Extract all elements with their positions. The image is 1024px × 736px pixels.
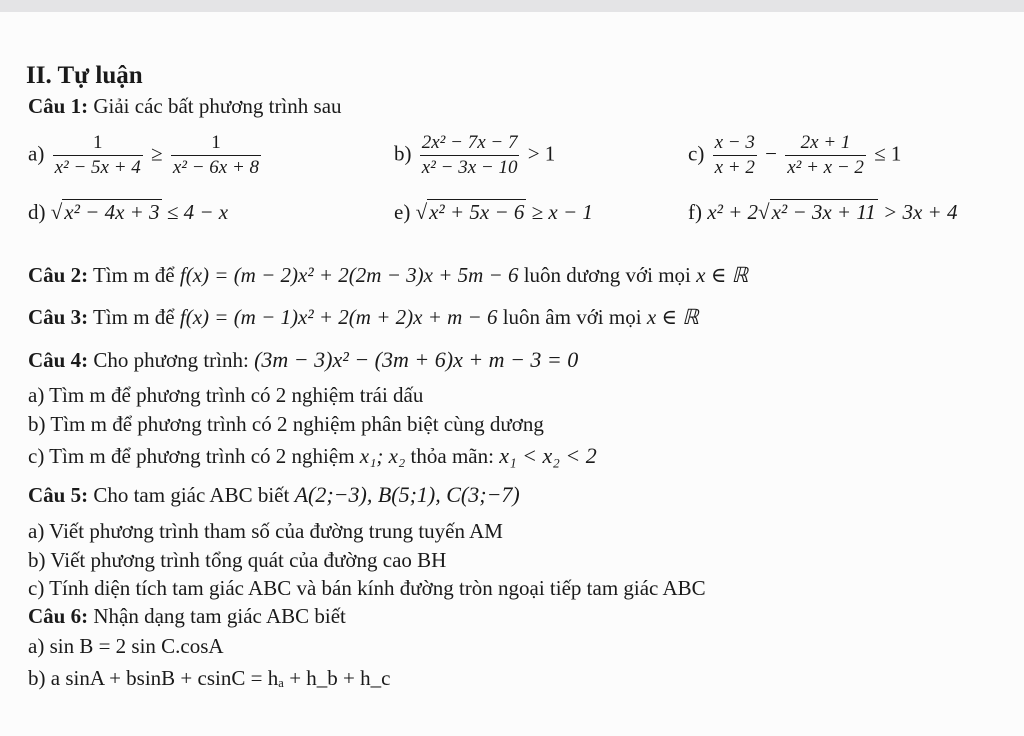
q4	[28, 348, 578, 372]
q4c-mid: thỏa mãn:	[410, 444, 494, 468]
q1d	[28, 200, 228, 224]
q1f-lhs: x² + 2	[707, 200, 759, 224]
q6-text: Nhận dạng tam giác ABC biết	[93, 604, 346, 628]
q1d-rhs: ≤ 4 − x	[166, 200, 229, 224]
q1f	[688, 200, 957, 224]
q1-label: Câu 1:	[28, 94, 89, 118]
q5a: a) Viết phương trình tham số của đường trung tuyến AM	[28, 519, 503, 543]
q1a-operator: ≥	[151, 141, 163, 166]
q4a: a) Tìm m để phương trình có 2 nghiệm trái dấu	[28, 383, 424, 407]
q2-prefix: Tìm m để	[92, 263, 175, 287]
q5b: b) Viết phương trình tổng quát của đường cao BH	[28, 548, 447, 572]
q1f-sqrt: √x² − 3x + 11	[758, 200, 876, 224]
q1c-fraction-1: $\frac{x - 3}{x + 2}$	[714, 132, 755, 178]
q6-label: Câu 6:	[28, 604, 89, 628]
q1d-label: d)	[28, 200, 46, 224]
q1a-fraction-2: $\frac{1}{\text{x² − 6x + 8}}$	[172, 132, 260, 178]
q2	[28, 263, 748, 287]
q1-heading	[28, 94, 342, 118]
q1-text: Giải các bất phương trình sau	[93, 94, 342, 118]
q1b	[394, 132, 555, 179]
top-bar	[0, 0, 1024, 12]
q1e-label: e)	[394, 200, 411, 224]
q5-points: A(2;−3), B(5;1), C(3;−7)	[294, 482, 520, 507]
q4c-condition: x₁ < x₂ < 2	[499, 443, 597, 468]
q4-expression: (3m − 3)x² − (3m + 6)x + m − 3 = 0	[254, 347, 579, 372]
q5c: c) Tính diện tích tam giác ABC và bán kính đường tròn ngoại tiếp tam giác ABC	[28, 576, 706, 600]
q1b-fraction: $\frac{\text{2x² − 7x − 7}}{\text{x² − 3x − 10}}$	[421, 132, 518, 178]
q1e	[394, 200, 593, 224]
q1c-rhs: ≤ 1	[874, 141, 902, 166]
q3-expression: f(x) = (m − 1)x² + 2(m + 2)x + m − 6	[179, 305, 498, 329]
q1b-label: b)	[394, 141, 412, 166]
q4c	[28, 444, 597, 468]
q1f-rhs: > 3x + 4	[883, 200, 958, 224]
q6a: a) sin B = 2 sin C.cosA	[28, 634, 224, 658]
q5-prefix: Cho tam giác ABC biết	[93, 483, 290, 507]
q4b: b) Tìm m để phương trình có 2 nghiệm phân biệt cùng dương	[28, 412, 544, 436]
q5	[28, 483, 520, 507]
q4-label: Câu 4:	[28, 348, 89, 372]
q1a-fraction-1: $\frac{1}{\text{x² − 5x + 4}}$	[54, 132, 141, 178]
q2-label: Câu 2:	[28, 263, 89, 287]
q1c-minus: −	[765, 141, 777, 166]
q1e-sqrt: √x² + 5x − 6	[415, 200, 525, 224]
q3-domain: x ∈ ℝ	[646, 305, 699, 329]
q1f-label: f)	[688, 200, 702, 224]
q3-label: Câu 3:	[28, 305, 89, 329]
q1c-label: c)	[688, 141, 705, 166]
q1a-label: a)	[28, 141, 45, 166]
q1d-sqrt: √x² − 4x + 3	[50, 200, 160, 224]
q2-suffix: luôn dương với mọi	[523, 263, 691, 287]
q3-suffix: luôn âm với mọi	[502, 305, 642, 329]
q1c	[688, 132, 901, 179]
q4c-vars: x₁; x₂	[359, 444, 406, 468]
q3-prefix: Tìm m để	[92, 305, 175, 329]
q2-domain: x ∈ ℝ	[696, 263, 749, 287]
q1c-fraction-2: $\frac{2x + 1}{\text{x² + x − 2}}$	[787, 132, 864, 178]
q4-prefix: Cho phương trình:	[93, 348, 249, 372]
q1a	[28, 132, 264, 179]
q5-label: Câu 5:	[28, 483, 89, 507]
q6	[28, 604, 346, 628]
q2-expression: f(x) = (m − 2)x² + 2(2m − 3)x + 5m − 6	[179, 263, 519, 287]
q6b: b) a sinA + bsinB + csinC = hₐ + h_b + h_c	[28, 666, 391, 690]
q3	[28, 305, 699, 329]
q1e-rhs: ≥ x − 1	[531, 200, 593, 224]
q1b-rhs: > 1	[527, 141, 556, 166]
q4c-prefix: c) Tìm m để phương trình có 2 nghiệm	[28, 444, 355, 468]
section-title: II. Tự luận	[26, 62, 143, 89]
